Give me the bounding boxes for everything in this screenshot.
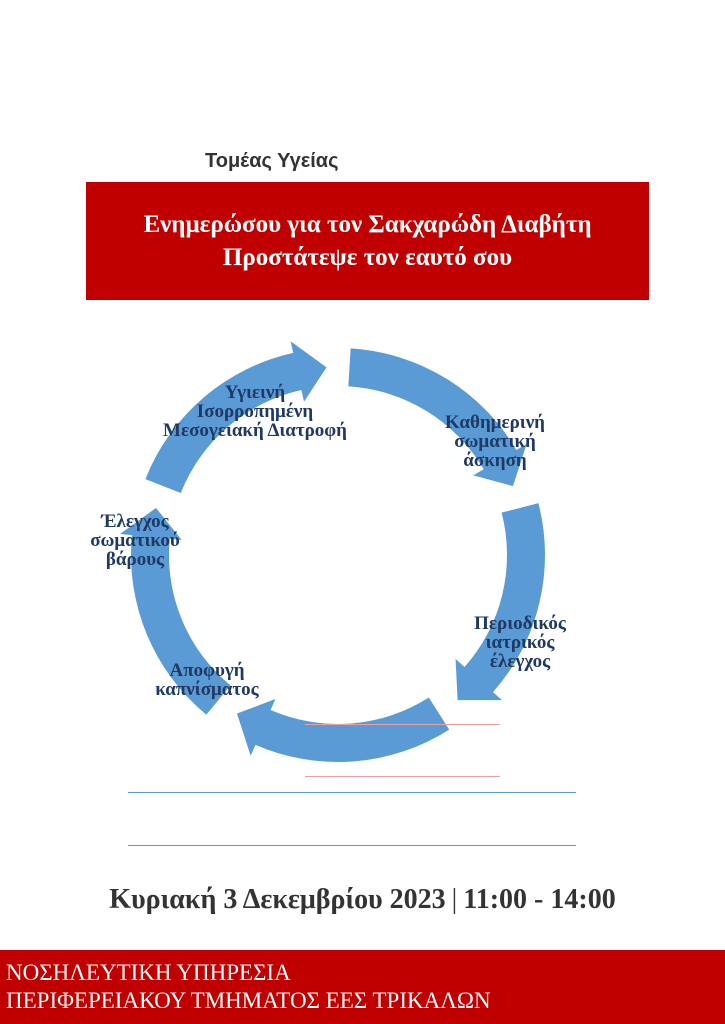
- cycle-label-exercise: Καθημερινή σωματική άσκηση: [445, 412, 545, 471]
- divider-blue-2: [128, 845, 576, 846]
- cycle-label-diet: Υγιεινή Ισορροπημένη Μεσογειακή Διατροφή: [163, 382, 347, 441]
- cycle-label-checkup: Περιοδικός ιατρικός έλεγχος: [474, 613, 566, 672]
- divider-blue-1: [128, 792, 576, 793]
- footer-line-1: ΝΟΣΗΛΕΥΤΙΚΗ ΥΠΗΡΕΣΙΑ: [6, 960, 291, 985]
- title-line-1: Ενημερώσου για τον Σακχαρώδη Διαβήτη: [143, 211, 592, 238]
- event-date: Κυριακή 3 Δεκεμβρίου 2023: [109, 884, 446, 915]
- title-line-2: Προστάτεψε τον εαυτό σου: [222, 244, 513, 271]
- title-banner: [86, 182, 649, 300]
- sector-heading: Τομέας Υγείας: [205, 150, 339, 172]
- footer-line-2: ΠΕΡΙΦΕΡΕΙΑΚΟΥ ΤΜΗΜΑΤΟΣ ΕΕΣ ΤΡΙΚΑΛΩΝ: [6, 988, 491, 1013]
- event-separator: |: [451, 884, 458, 915]
- cycle-label-smoking: Αποφυγή καπνίσματος: [155, 660, 259, 700]
- event-time: 11:00 - 14:00: [463, 884, 616, 915]
- cycle-arrow-segment: [237, 698, 449, 762]
- event-datetime: [0, 884, 725, 916]
- footer-banner: [0, 950, 725, 1024]
- divider-red-2: [305, 776, 500, 777]
- divider-red-1: [305, 724, 500, 725]
- cycle-label-weight: Έλεγχος σωματικού βάρους: [90, 511, 180, 570]
